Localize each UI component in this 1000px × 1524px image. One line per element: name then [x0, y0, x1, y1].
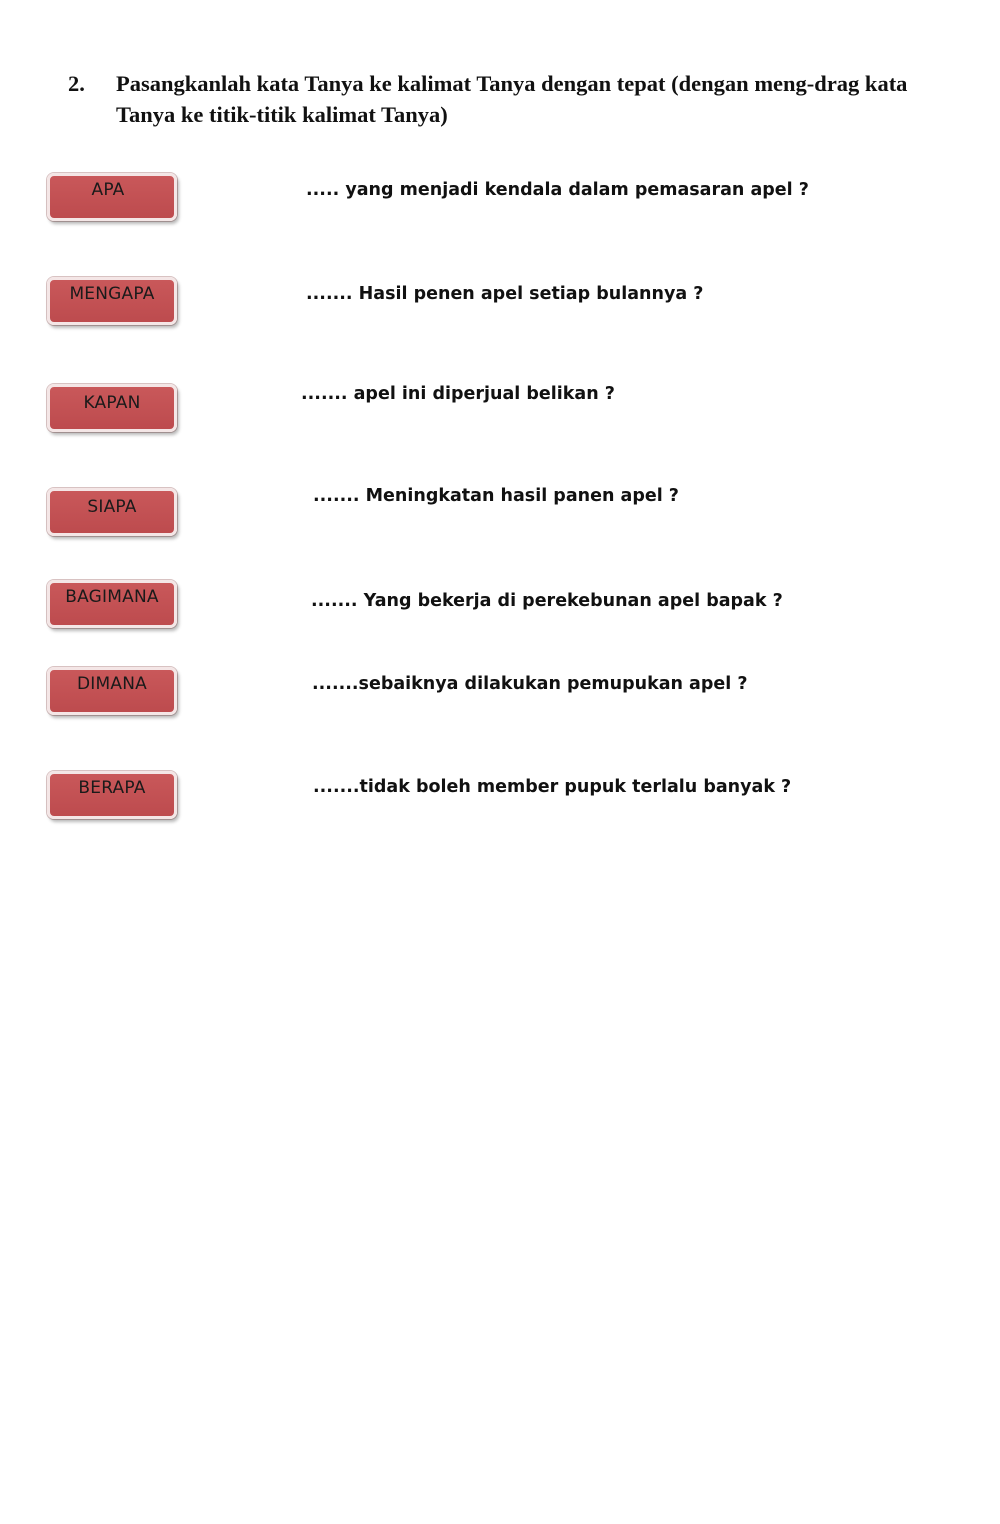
sentence-drop-target-7[interactable]: .......tidak boleh member pupuk terlalu banyak ?: [313, 777, 792, 797]
drag-chip-siapa[interactable]: [47, 488, 177, 536]
question-number: 2.: [68, 71, 85, 96]
sentence-drop-target-6[interactable]: .......sebaiknya dilakukan pemupukan apel ?: [312, 674, 748, 694]
drag-chip-kapan[interactable]: [47, 384, 177, 432]
sentence-drop-target-4[interactable]: ....... Meningkatan hasil panen apel ?: [313, 486, 679, 506]
chip-label: BERAPA: [78, 778, 146, 798]
sentence-drop-target-1[interactable]: ..... yang menjadi kendala dalam pemasaran apel ?: [306, 180, 809, 200]
sentence-drop-target-5[interactable]: ....... Yang bekerja di perekebunan apel bapak ?: [311, 591, 783, 611]
sentence-drop-target-2[interactable]: ....... Hasil penen apel setiap bulannya ?: [306, 284, 704, 304]
drag-chip-apa[interactable]: [47, 173, 177, 221]
chip-label: MENGAPA: [69, 284, 155, 304]
chip-label: SIAPA: [87, 497, 137, 517]
drag-chip-dimana[interactable]: [47, 667, 177, 715]
drag-chip-mengapa[interactable]: [47, 277, 177, 325]
instruction-text: Pasangkanlah kata Tanya ke kalimat Tanya dengan tepat (dengan meng-drag kata Tanya ke titik-titik kalimat Tanya): [116, 71, 908, 127]
drag-chip-berapa[interactable]: [47, 771, 177, 819]
instruction: [68, 68, 928, 130]
chip-label: DIMANA: [77, 674, 147, 694]
chip-label: APA: [91, 180, 125, 200]
chip-label: KAPAN: [83, 393, 141, 413]
chip-label: BAGIMANA: [65, 587, 159, 607]
drag-chip-bagimana[interactable]: [47, 580, 177, 628]
sentence-drop-target-3[interactable]: ....... apel ini diperjual belikan ?: [301, 384, 615, 404]
